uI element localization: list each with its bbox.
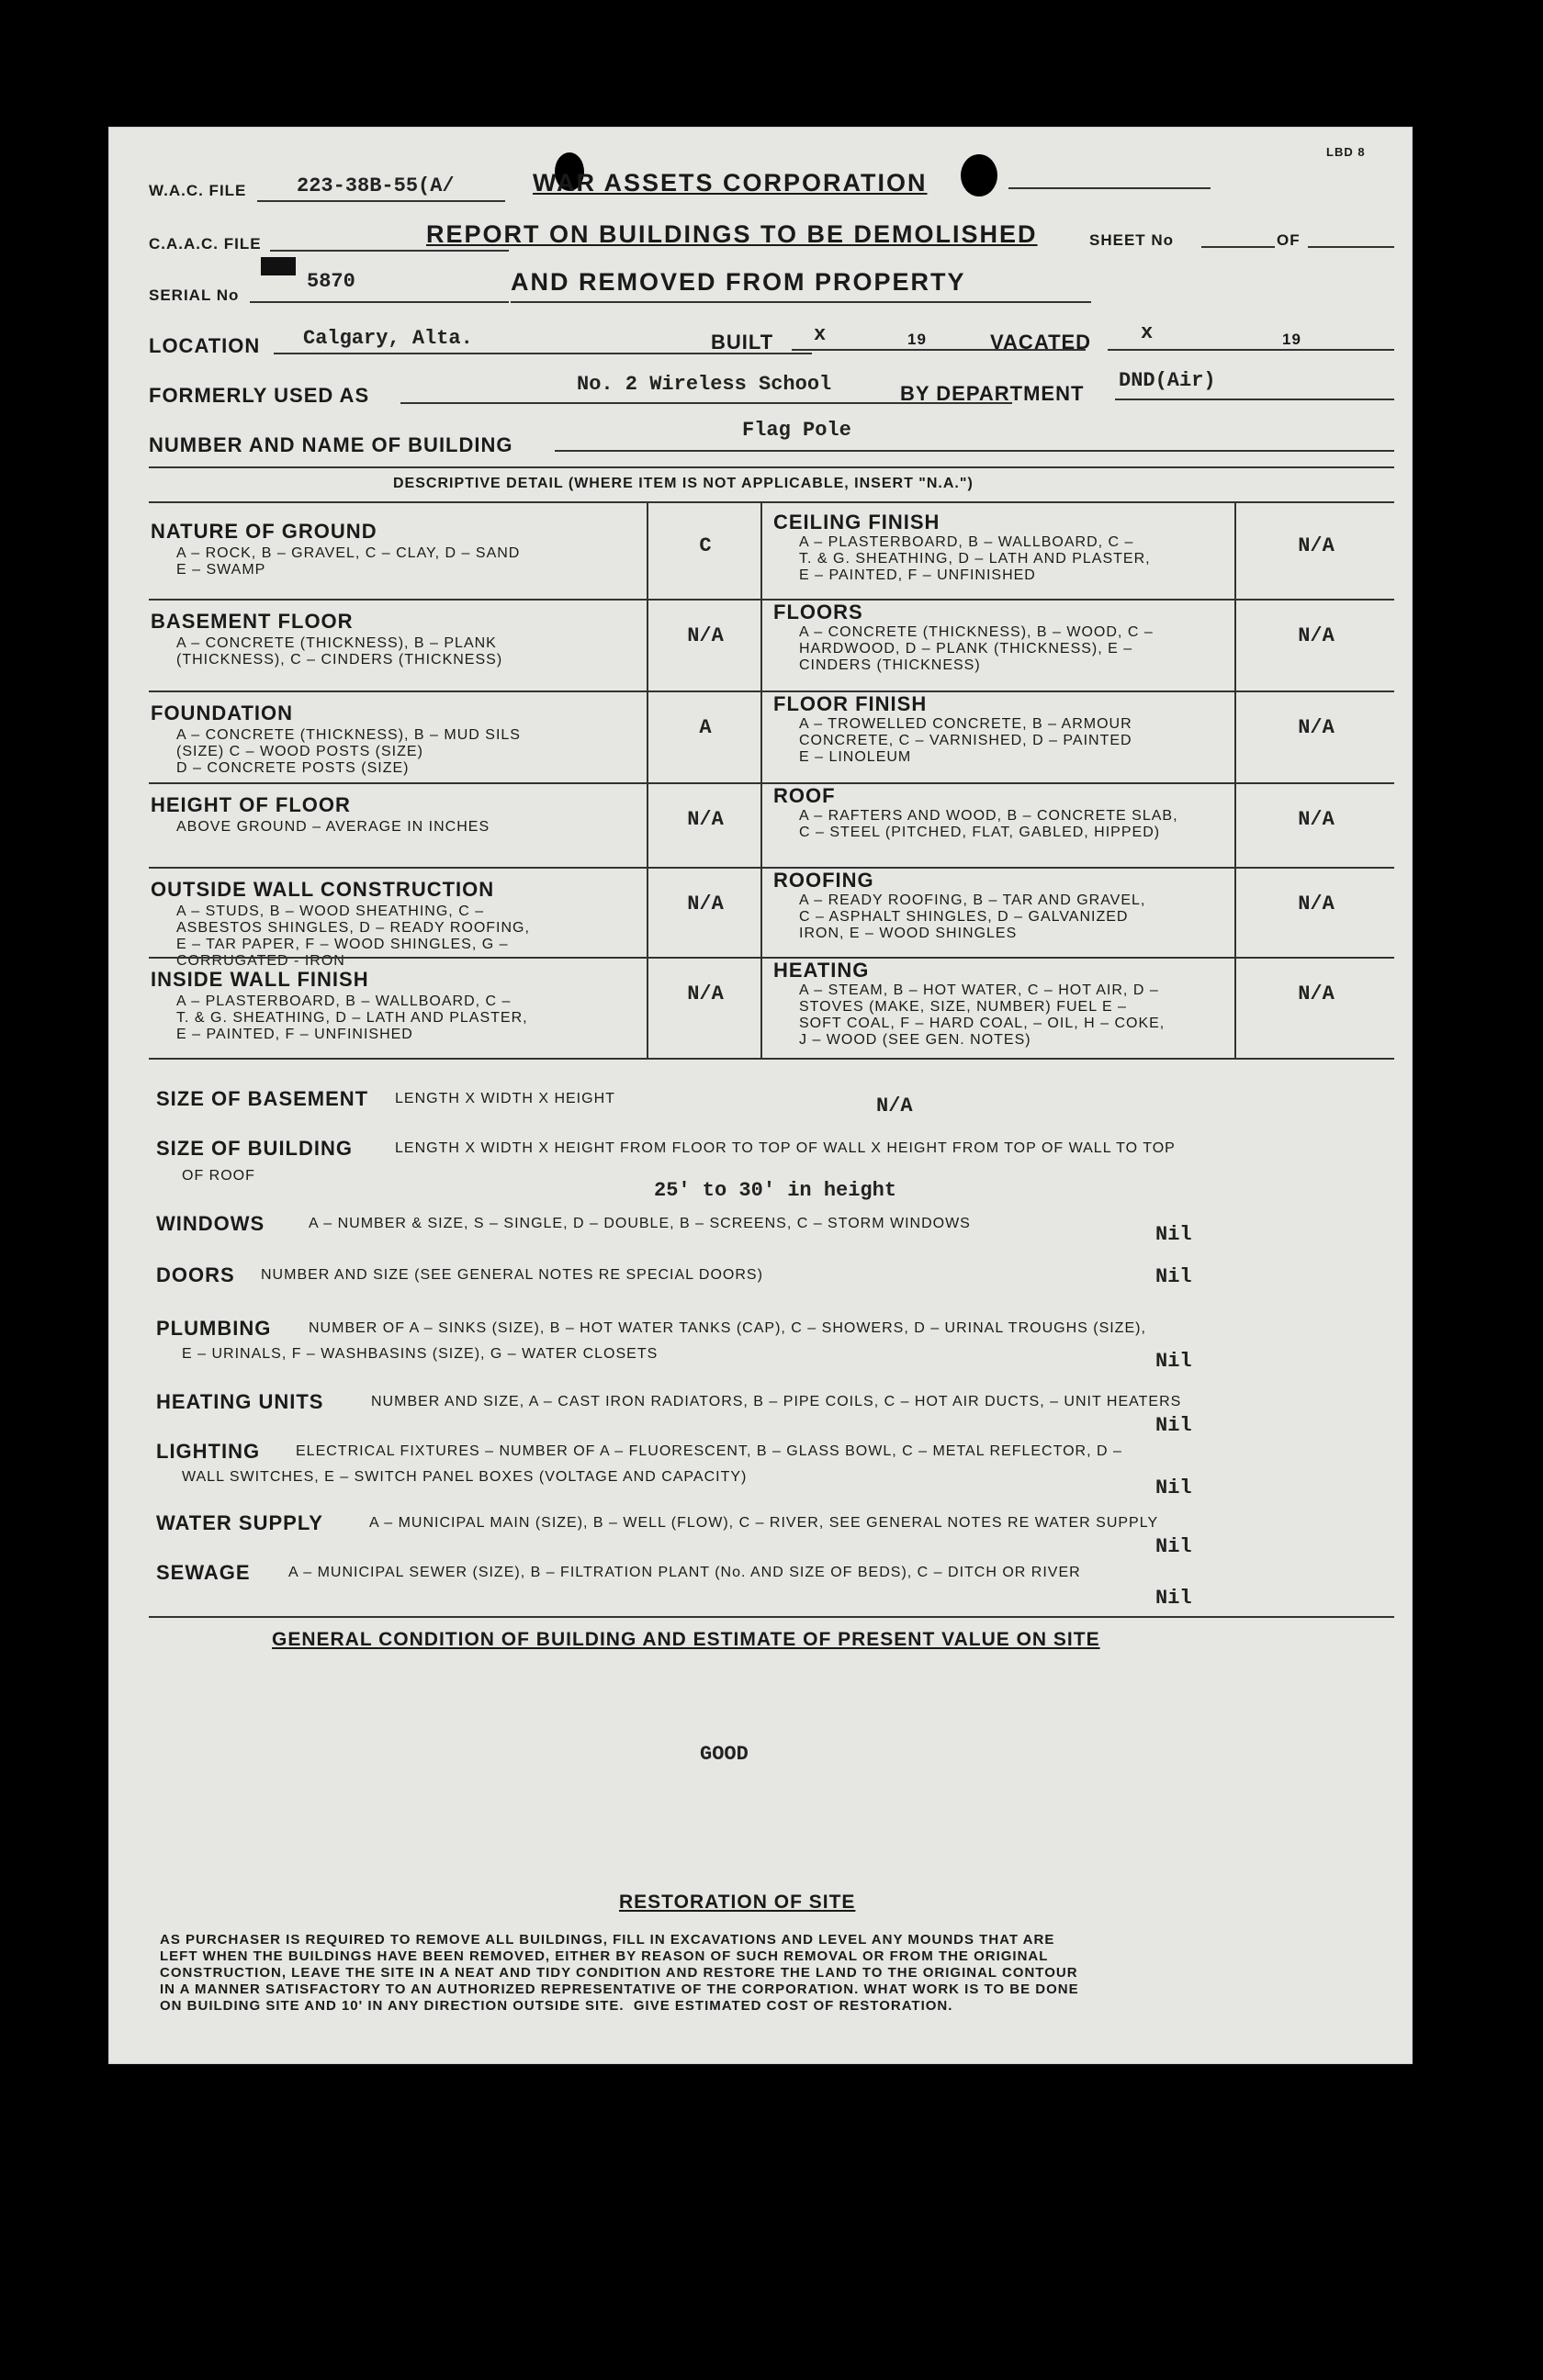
doors-label: DOORS [156, 1263, 235, 1286]
left-row-value: N/A [687, 808, 724, 831]
plumbing-detail-2: E – URINALS, F – WASHBASINS (SIZE), G – WATER CLOSETS [182, 1346, 659, 1362]
right-row-title: HEATING [773, 959, 870, 982]
sewage-detail: A – MUNICIPAL SEWER (SIZE), B – FILTRATION PLANT (No. AND SIZE OF BEDS), C – DITCH OR RIVER [288, 1565, 1081, 1580]
plumbing-detail: NUMBER OF A – SINKS (SIZE), B – HOT WATER TANKS (CAP), C – SHOWERS, D – URINAL TROUGHS (SIZE), [309, 1320, 1146, 1336]
heating-units-label: HEATING UNITS [156, 1390, 324, 1413]
report-subtitle: AND REMOVED FROM PROPERTY [511, 268, 966, 296]
building-size-value: 25' to 30' in height [654, 1179, 897, 1202]
sewage-label: SEWAGE [156, 1561, 251, 1584]
report-title: REPORT ON BUILDINGS TO BE DEMOLISHED [426, 220, 1038, 248]
wac-file-label: W.A.C. FILE [149, 182, 247, 199]
building-label: NUMBER AND NAME OF BUILDING [149, 433, 513, 456]
left-row-title: FOUNDATION [151, 702, 294, 724]
right-row-value: N/A [1298, 534, 1335, 557]
right-row-title: ROOF [773, 784, 836, 807]
location-label: LOCATION [149, 334, 261, 357]
left-row-detail: A – PLASTERBOARD, B – WALLBOARD, C – T. & G. SHEATHING, D – LATH AND PLASTER, E – PAINTED, F – UNFINISHED [176, 994, 528, 1042]
building-value: Flag Pole [742, 419, 851, 442]
formerly-label: FORMERLY USED AS [149, 384, 370, 407]
left-row-detail: A – ROCK, B – GRAVEL, C – CLAY, D – SAND E – SWAMP [176, 545, 521, 578]
location-value: Calgary, Alta. [303, 327, 473, 350]
left-row-title: INSIDE WALL FINISH [151, 968, 369, 991]
windows-value: Nil [1155, 1223, 1192, 1246]
basement-size-value: N/A [876, 1095, 913, 1117]
left-row-value: C [699, 534, 712, 557]
built-value: x [814, 323, 827, 346]
plumbing-label: PLUMBING [156, 1317, 272, 1340]
right-row-value: N/A [1298, 808, 1335, 831]
built-year: 19 [907, 331, 927, 348]
restoration-heading: RESTORATION OF SITE [619, 1892, 856, 1913]
right-row-value: N/A [1298, 982, 1335, 1005]
doors-value: Nil [1155, 1265, 1192, 1288]
vacated-year: 19 [1282, 331, 1301, 348]
sheet-label: SHEET No [1089, 231, 1175, 249]
building-size-label: SIZE OF BUILDING [156, 1137, 353, 1160]
right-row-detail: A – CONCRETE (THICKNESS), B – WOOD, C – HARDWOOD, D – PLANK (THICKNESS), E – CINDERS (THICKNESS) [799, 624, 1154, 673]
basement-size-detail: LENGTH X WIDTH X HEIGHT [395, 1091, 615, 1106]
building-size-detail: LENGTH X WIDTH X HEIGHT FROM FLOOR TO TOP OF WALL X HEIGHT FROM TOP OF WALL TO TOP [395, 1140, 1176, 1156]
restoration-text: AS PURCHASER IS REQUIRED TO REMOVE ALL BUILDINGS, FILL IN EXCAVATIONS AND LEVEL ANY MOUNDS THAT ARE LEFT WHEN THE BUILDINGS HAVE BEEN REMOVED, EITHER BY REASON OF SUCH REMOVAL OR FROM THE ORIGINAL CONSTRUCTION, LEAVE THE SITE IN A NEAT AND TIDY CONDITION AND RESTORE THE LAND TO THE ORIGINAL CONTOUR IN A MANNER SATISFACTORY TO AN AUTHORIZED REPRESENTATIVE OF THE CORPORATION. WHAT WORK IS TO BE DONE ON BUILDING SITE AND 10' IN ANY DIRECTION OUTSIDE SITE. GIVE ESTIMATED COST OF RESTORATION. [160, 1932, 1079, 2014]
caac-file-label: C.A.A.C. FILE [149, 235, 262, 253]
right-row-title: CEILING FINISH [773, 511, 940, 533]
lighting-value: Nil [1155, 1476, 1192, 1499]
doors-detail: NUMBER AND SIZE (SEE GENERAL NOTES RE SPECIAL DOORS) [261, 1267, 763, 1283]
left-row-title: BASEMENT FLOOR [151, 610, 354, 633]
lighting-detail-2: WALL SWITCHES, E – SWITCH PANEL BOXES (VOLTAGE AND CAPACITY) [182, 1469, 748, 1485]
basement-size-label: SIZE OF BASEMENT [156, 1087, 369, 1110]
left-row-value: A [699, 716, 712, 739]
left-row-detail: A – CONCRETE (THICKNESS), B – MUD SILS (SIZE) C – WOOD POSTS (SIZE) D – CONCRETE POSTS (SIZE) [176, 727, 521, 776]
water-supply-label: WATER SUPPLY [156, 1511, 323, 1534]
wac-file-value: 223-38B-55(A/ [297, 174, 455, 197]
left-row-title: OUTSIDE WALL CONSTRUCTION [151, 878, 495, 901]
right-row-value: N/A [1298, 892, 1335, 915]
of-label: OF [1277, 231, 1301, 249]
department-value: DND(Air) [1119, 369, 1216, 392]
right-row-detail: A – READY ROOFING, B – TAR AND GRAVEL, C – ASPHALT SHINGLES, D – GALVANIZED IRON, E – WOOD SHINGLES [799, 892, 1146, 941]
left-row-value: N/A [687, 624, 724, 647]
right-row-detail: A – STEAM, B – HOT WATER, C – HOT AIR, D – STOVES (MAKE, SIZE, NUMBER) FUEL E – SOFT COAL, F – HARD COAL, – OIL, H – COKE, J – WOOD (SEE GEN. NOTES) [799, 982, 1166, 1048]
redaction-mark [261, 257, 296, 275]
right-row-value: N/A [1298, 624, 1335, 647]
left-row-title: HEIGHT OF FLOOR [151, 793, 351, 816]
built-label: BUILT [711, 331, 774, 354]
right-row-title: FLOORS [773, 601, 863, 623]
form-sheet [108, 127, 1413, 2064]
left-row-detail: A – STUDS, B – WOOD SHEATHING, C – ASBESTOS SHINGLES, D – READY ROOFING, E – TAR PAPER, F – WOOD SHINGLES, G – CORRUGATED - IRON [176, 904, 530, 969]
corporation-title: WAR ASSETS CORPORATION [533, 169, 928, 196]
general-condition-heading: GENERAL CONDITION OF BUILDING AND ESTIMATE OF PRESENT VALUE ON SITE [272, 1629, 1100, 1650]
vacated-value: x [1141, 321, 1154, 344]
vacated-label: VACATED [990, 331, 1092, 354]
lighting-detail: ELECTRICAL FIXTURES – NUMBER OF A – FLUORESCENT, B – GLASS BOWL, C – METAL REFLECTOR, D – [296, 1443, 1122, 1459]
windows-detail: A – NUMBER & SIZE, S – SINGLE, D – DOUBLE, B – SCREENS, C – STORM WINDOWS [309, 1216, 971, 1231]
left-row-value: N/A [687, 892, 724, 915]
water-supply-detail: A – MUNICIPAL MAIN (SIZE), B – WELL (FLOW), C – RIVER, SEE GENERAL NOTES RE WATER SUPPLY [369, 1515, 1159, 1531]
windows-label: WINDOWS [156, 1212, 265, 1235]
right-row-detail: A – RAFTERS AND WOOD, B – CONCRETE SLAB, C – STEEL (PITCHED, FLAT, GABLED, HIPPED) [799, 808, 1178, 840]
formerly-value: No. 2 Wireless School [577, 373, 832, 396]
right-row-detail: A – TROWELLED CONCRETE, B – ARMOUR CONCRETE, C – VARNISHED, D – PAINTED E – LINOLEUM [799, 716, 1132, 765]
left-row-title: NATURE OF GROUND [151, 520, 377, 543]
heating-units-value: Nil [1155, 1414, 1192, 1437]
left-row-value: N/A [687, 982, 724, 1005]
water-supply-value: Nil [1155, 1535, 1192, 1558]
table-heading: DESCRIPTIVE DETAIL (WHERE ITEM IS NOT APPLICABLE, INSERT "N.A.") [393, 476, 974, 491]
punch-hole-right [961, 154, 997, 196]
plumbing-value: Nil [1155, 1350, 1192, 1373]
right-row-value: N/A [1298, 716, 1335, 739]
corner-code: LBD 8 [1326, 145, 1366, 159]
general-condition-value: GOOD [700, 1743, 749, 1766]
lighting-label: LIGHTING [156, 1440, 261, 1463]
right-row-detail: A – PLASTERBOARD, B – WALLBOARD, C – T. & G. SHEATHING, D – LATH AND PLASTER, E – PAINTED, F – UNFINISHED [799, 534, 1151, 583]
right-row-title: ROOFING [773, 869, 874, 892]
left-row-detail: ABOVE GROUND – AVERAGE IN INCHES [176, 819, 490, 835]
department-label: BY DEPARTMENT [900, 382, 1085, 405]
building-size-detail-2: OF ROOF [182, 1168, 255, 1184]
right-row-title: FLOOR FINISH [773, 692, 928, 715]
serial-value: 5870 [307, 270, 355, 293]
sewage-value: Nil [1155, 1587, 1192, 1610]
left-row-detail: A – CONCRETE (THICKNESS), B – PLANK (THICKNESS), C – CINDERS (THICKNESS) [176, 635, 503, 668]
serial-label: SERIAL No [149, 286, 240, 304]
heating-units-detail: NUMBER AND SIZE, A – CAST IRON RADIATORS, B – PIPE COILS, C – HOT AIR DUCTS, – UNIT HEATERS [371, 1394, 1182, 1409]
